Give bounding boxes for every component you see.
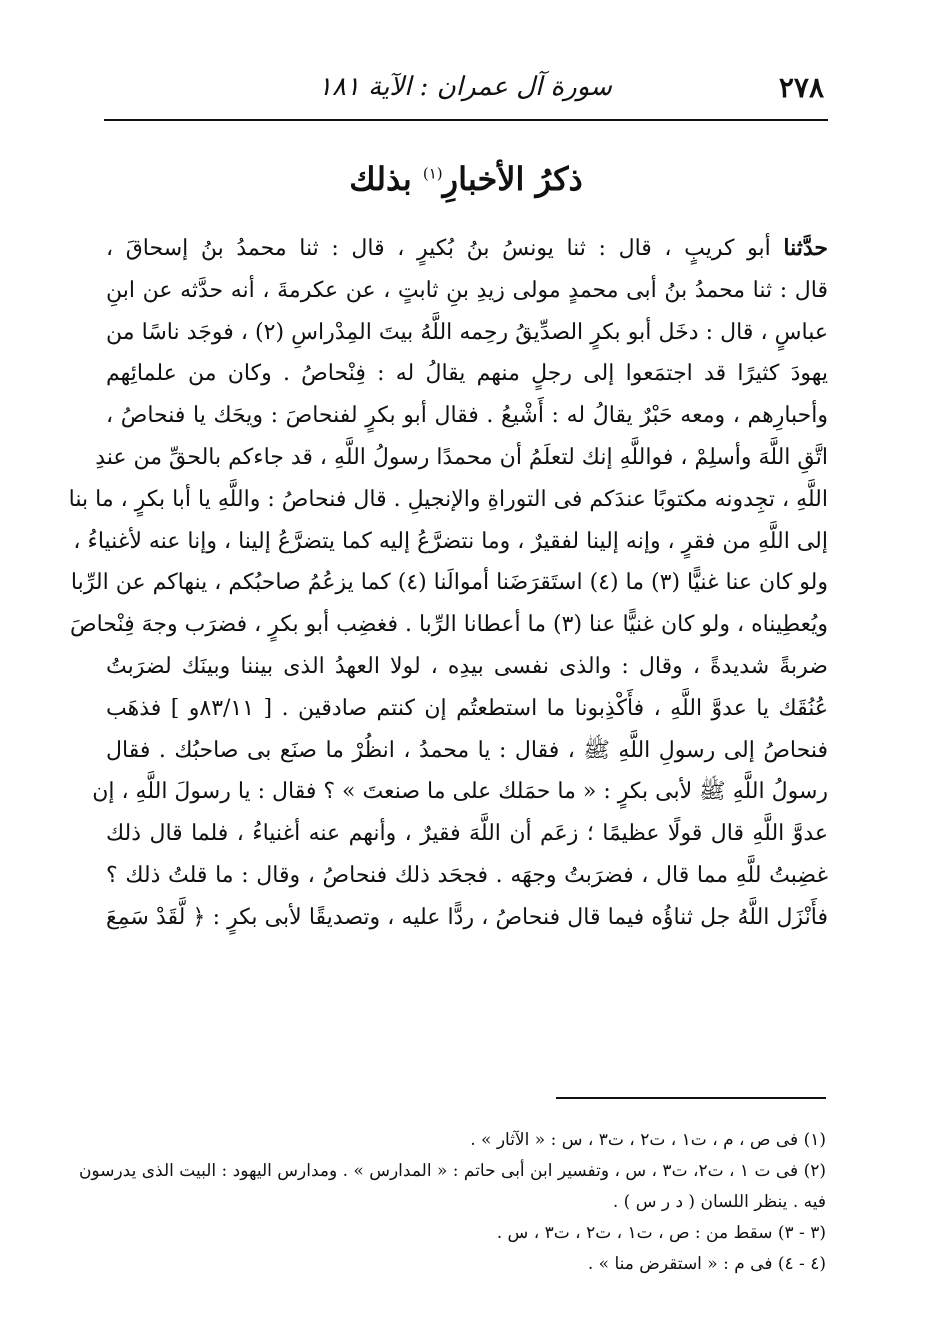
- body-line: وأحبارِهم ، ومعه حَبْرٌ يقالُ له : أَشْيعُ . فقال أبو بكرٍ لفنحاصَ : ويحَك يا فنحاصُ ،: [106, 403, 828, 429]
- section-title-main: ذكرُ الأخبارِ: [442, 160, 583, 198]
- section-title-tail: بذلك: [349, 160, 423, 198]
- body-first-line-text: أبو كريبٍ ، قال : ثنا يونسُ بنُ بُكيرٍ ، قال : ثنا محمدُ بنُ إسحاقَ ،: [106, 236, 784, 261]
- body-line: [106, 228, 828, 270]
- body-line: يهودَ كثيرًا قد اجتمَعوا إلى رجلٍ منهم يقالُ له : فِنْحاصُ . وكان من علمائِهم: [106, 361, 828, 387]
- body-line: فأَنْزَل اللَّهُ جل ثناؤُه فيما قال فنحاصُ ، ردًّا عليه ، وتصديقًا لأبى بكرٍ : ﴿ لَّقَدْ سَمِعَ: [106, 904, 828, 930]
- body-line: غضِبتُ للَّهِ مما قال ، فضرَبتُ وجهَه . فجحَد ذلك فنحاصُ ، وقال : ما قلتُ ذلك ؟: [106, 862, 828, 888]
- footnote-line: (١) فى ص ، م ، ت١ ، ت٢ ، ت٣ ، س : « الآثار » .: [470, 1130, 826, 1150]
- body-line: اتَّقِ اللَّهَ وأسلِمْ ، فواللَّهِ إنك لتعلَمُ أن محمدًا رسولُ اللَّهِ ، قد جاءكم بالحقِّ من عندِ: [95, 444, 828, 470]
- body-line: عُنُقَك يا عدوَّ اللَّهِ ، فأَكْذِبونا ما استطعتُم إن كنتم صادقين . [ ٨٣/١١و ] فذهَب: [106, 695, 828, 721]
- body-line: عباسٍ ، قال : دخَل أبو بكرٍ الصدِّيقُ رحِمه اللَّهُ بيتَ المِدْراسِ (٢) ، فوجَد ناسًا من: [106, 319, 828, 345]
- section-title-footnote-marker: (١): [422, 164, 443, 183]
- running-title: سورة آل عمران : الآية ١٨١: [318, 72, 612, 102]
- footnotes: [78, 1125, 826, 1280]
- body-line: رسولُ اللَّهِ ﷺ لأبى بكرٍ : « ما حمَلك على ما صنعتَ » ؟ فقال : يا رسولَ اللَّهِ ، إن: [92, 779, 828, 805]
- body-line: عدوَّ اللَّهِ قال قولًا عظيمًا ؛ زعَم أن اللَّهَ فقيرٌ ، وأنهم عنه أغنياءُ ، فلما قال ذلك: [106, 821, 828, 847]
- body-line: ضربةً شديدةً ، وقال : والذى نفسى بيدِه ، لولا العهدُ الذى بيننا وبينَك لضرَبتُ: [106, 653, 828, 679]
- section-title: [0, 160, 932, 198]
- body-text: [68, 228, 828, 939]
- footnote-rule: [556, 1097, 826, 1099]
- page-number: ٢٧٨: [778, 70, 824, 104]
- body-line: ولو كان عنا غنيًّا (٣) ما (٤) استَقرَضَنا أموالَنا (٤) كما يزعُمُ صاحبُكم ، ينهاكم عن الرِّبا: [70, 570, 828, 596]
- page-header: [108, 62, 824, 112]
- header-rule: [104, 119, 828, 121]
- footnote-line: فيه . ينظر اللسان ( د ر س ) .: [612, 1192, 826, 1212]
- body-line: قال : ثنا محمدُ بنُ أبى محمدٍ مولى زيدِ بنِ ثابتٍ ، عن عكرمةَ ، أنه حدَّثه عن ابنِ: [106, 277, 828, 303]
- body-line: إلى اللَّهِ من فقرٍ ، وإنه إلينا لفقيرٌ ، وما نتضرَّعُ إليه كما يتضرَّعُ إلينا ، وإنا عنه لأغنياءُ ،: [73, 528, 828, 554]
- footnote-line: (٢) فى ت ١ ، ت٢، ت٣ ، س ، وتفسير ابن أبى حاتم : « المدارس » . ومدارس اليهود : البيت الذى يدرسون: [78, 1161, 826, 1181]
- body-line: اللَّهِ ، تجِدونه مكتوبًا عندَكم فى التوراةِ والإنجيلِ . قال فنحاصُ : واللَّهِ يا أبا بكرٍ ، ما بنا: [68, 486, 828, 512]
- body-lead-word: حدَّثنا: [783, 235, 828, 261]
- body-line: فنحاصُ إلى رسولِ اللَّهِ ﷺ ، فقال : يا محمدُ ، انظُرْ ما صنَع بى صاحبُك . فقال: [106, 737, 828, 763]
- footnote-line: (٣ - ٣) سقط من : ص ، ت١ ، ت٢ ، ت٣ ، س .: [496, 1223, 826, 1243]
- footnote-line: (٤ - ٤) فى م : « استقرض منا » .: [587, 1254, 826, 1274]
- body-line: ويُعطِيناه ، ولو كان غنيًّا عنا (٣) ما أعطانا الرِّبا . فغضِب أبو بكرٍ ، فضرَب وجهَ فِنْحاصَ: [69, 612, 828, 638]
